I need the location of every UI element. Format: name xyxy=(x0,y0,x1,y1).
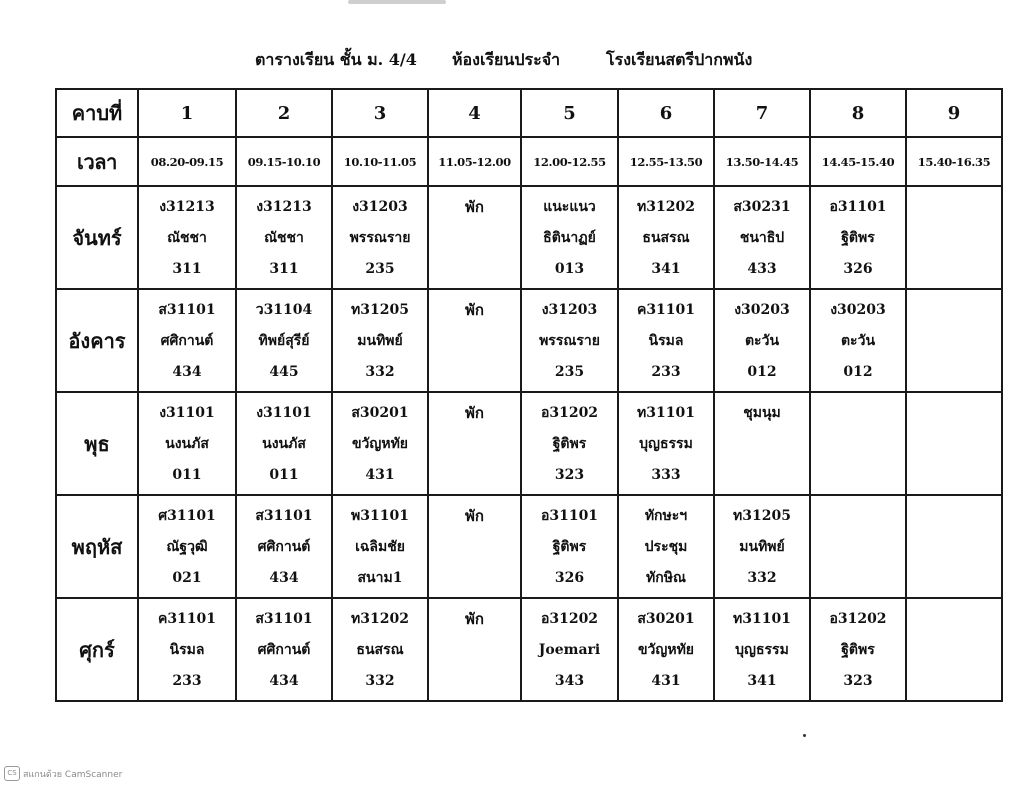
subject-code: ง31213 xyxy=(256,198,312,215)
class-cell-content xyxy=(811,299,905,383)
room-number: สนาม1 xyxy=(357,569,403,586)
room-number: 323 xyxy=(554,466,585,483)
class-cell xyxy=(521,186,618,289)
period-time: 11.05-12.00 xyxy=(428,137,521,186)
subject-code: ท31205 xyxy=(351,301,409,318)
teacher-name: Joemari xyxy=(538,641,601,658)
day-row xyxy=(56,392,1002,495)
class-cell-content xyxy=(139,196,235,280)
class-cell-content xyxy=(907,299,1001,383)
class-cell xyxy=(236,598,332,701)
subject-code: พัก xyxy=(465,609,484,628)
teacher-name xyxy=(907,330,1001,352)
top-edge-smudge xyxy=(348,0,446,4)
period-time: 12.00-12.55 xyxy=(521,137,618,186)
time-header-label: เวลา xyxy=(56,137,138,186)
period-number: 9 xyxy=(906,89,1002,137)
period-time: 15.40-16.35 xyxy=(906,137,1002,186)
class-cell xyxy=(810,495,906,598)
teacher-name: เฉลิมชัย xyxy=(355,538,405,555)
room-number xyxy=(907,567,1001,589)
class-cell-content xyxy=(429,505,520,589)
class-cell-content xyxy=(429,608,520,692)
class-cell xyxy=(332,392,428,495)
class-cell-content xyxy=(237,402,331,486)
teacher-name: ฐิติพร xyxy=(841,229,875,246)
class-cell xyxy=(714,392,810,495)
scan-speck xyxy=(803,734,806,737)
class-cell-content xyxy=(811,505,905,589)
teacher-name: ขวัญหทัย xyxy=(351,435,409,452)
subject-code: ง31101 xyxy=(256,404,312,421)
room-number: 341 xyxy=(747,672,777,689)
class-cell xyxy=(332,289,428,392)
period-row xyxy=(56,89,1002,137)
class-cell xyxy=(138,392,236,495)
room-number: 434 xyxy=(269,569,299,586)
teacher-name: บุญธรรม xyxy=(639,435,693,452)
class-cell-content xyxy=(333,608,427,692)
room-number: 012 xyxy=(747,363,777,380)
class-cell-content xyxy=(715,608,809,692)
teacher-name: ธนสรณ xyxy=(642,229,690,246)
teacher-name: ธนสรณ xyxy=(356,641,404,658)
subject-code xyxy=(907,299,1001,321)
subject-code: ท31101 xyxy=(637,404,695,421)
class-cell xyxy=(906,392,1002,495)
class-cell xyxy=(138,289,236,392)
class-cell xyxy=(428,289,521,392)
room-number xyxy=(715,464,809,486)
class-cell-content xyxy=(522,402,617,486)
class-cell-content xyxy=(811,402,905,486)
class-cell-content xyxy=(907,402,1001,486)
room-number: 326 xyxy=(843,260,873,277)
class-cell-content xyxy=(907,608,1001,692)
class-cell xyxy=(332,186,428,289)
class-cell xyxy=(138,495,236,598)
room-number: 343 xyxy=(554,672,585,689)
subject-code: อ31202 xyxy=(829,610,887,627)
subject-code: ท31202 xyxy=(351,610,409,627)
room-number xyxy=(429,464,520,486)
title-school: โรงเรียนสตรีปากพนัง xyxy=(606,50,753,69)
subject-code: พัก xyxy=(465,300,484,319)
teacher-name: ศศิกานต์ xyxy=(257,538,311,555)
day-row xyxy=(56,495,1002,598)
day-label: จันทร์ xyxy=(56,186,138,289)
class-cell-content xyxy=(522,299,617,383)
room-number: 323 xyxy=(843,672,873,689)
day-row xyxy=(56,289,1002,392)
subject-code: ง31203 xyxy=(541,301,598,318)
teacher-name: ณัฐวุฒิ xyxy=(166,538,208,555)
class-cell xyxy=(521,495,618,598)
class-cell xyxy=(906,186,1002,289)
class-cell xyxy=(332,495,428,598)
class-cell-content xyxy=(237,505,331,589)
subject-code xyxy=(907,505,1001,527)
room-number: ทักษิณ xyxy=(646,569,686,586)
class-cell xyxy=(138,598,236,701)
subject-code: ค31101 xyxy=(157,610,217,627)
class-cell-content xyxy=(715,402,809,486)
room-number: 431 xyxy=(651,672,681,689)
room-number: 333 xyxy=(651,466,681,483)
class-cell-content xyxy=(619,299,713,383)
class-cell-content xyxy=(333,402,427,486)
subject-code: พัก xyxy=(465,403,484,422)
class-cell-content xyxy=(619,196,713,280)
class-cell-content xyxy=(333,196,427,280)
class-cell xyxy=(428,495,521,598)
teacher-name: ฐิติพร xyxy=(552,538,587,555)
room-number: 326 xyxy=(554,569,585,586)
day-label: ศุกร์ xyxy=(56,598,138,701)
class-cell-content xyxy=(619,608,713,692)
subject-code xyxy=(907,402,1001,424)
class-cell xyxy=(521,598,618,701)
day-label: พฤหัส xyxy=(56,495,138,598)
subject-code: ส30201 xyxy=(351,404,409,421)
class-cell xyxy=(236,186,332,289)
room-number xyxy=(429,258,520,280)
subject-code: ง31213 xyxy=(159,198,215,215)
class-cell xyxy=(810,186,906,289)
class-cell-content xyxy=(237,196,331,280)
teacher-name: นิรมล xyxy=(169,641,205,658)
teacher-name: ชนาธิป xyxy=(739,229,785,246)
class-cell xyxy=(618,289,714,392)
subject-code: อ31202 xyxy=(540,404,599,421)
teacher-name xyxy=(429,330,520,352)
teacher-name: มนทิพย์ xyxy=(739,538,785,555)
class-cell-content xyxy=(619,402,713,486)
teacher-name xyxy=(429,227,520,249)
class-cell-content xyxy=(907,196,1001,280)
class-cell-content xyxy=(522,505,617,589)
class-cell-content xyxy=(429,299,520,383)
class-cell xyxy=(236,392,332,495)
class-cell-content xyxy=(811,608,905,692)
subject-code: พัก xyxy=(465,197,484,216)
subject-code xyxy=(811,402,905,424)
room-number xyxy=(907,670,1001,692)
period-time: 08.20-09.15 xyxy=(138,137,236,186)
period-number: 5 xyxy=(521,89,618,137)
period-number: 4 xyxy=(428,89,521,137)
room-number xyxy=(907,464,1001,486)
teacher-name: พรรณราย xyxy=(349,229,411,246)
class-cell-content xyxy=(715,196,809,280)
room-number: 332 xyxy=(747,569,777,586)
room-number: 434 xyxy=(172,363,202,380)
teacher-name xyxy=(907,433,1001,455)
subject-code xyxy=(907,608,1001,630)
subject-code: แนะแนว xyxy=(543,198,596,215)
room-number xyxy=(811,567,905,589)
teacher-name: ขวัญหทัย xyxy=(637,641,695,658)
room-number: 021 xyxy=(172,569,202,586)
class-cell xyxy=(906,289,1002,392)
class-cell-content xyxy=(237,608,331,692)
day-row xyxy=(56,598,1002,701)
teacher-name: มนทิพย์ xyxy=(357,332,403,349)
class-cell xyxy=(810,289,906,392)
class-cell xyxy=(618,392,714,495)
room-number xyxy=(907,361,1001,383)
room-number: 311 xyxy=(269,260,299,277)
subject-code: ง31203 xyxy=(352,198,408,215)
subject-code: ว31104 xyxy=(255,301,313,318)
subject-code: ทักษะฯ xyxy=(644,507,688,524)
room-number: 341 xyxy=(651,260,681,277)
title-class: ตารางเรียน ชั้น ม. 4/4 xyxy=(255,50,417,69)
room-number: 235 xyxy=(365,260,395,277)
class-cell-content xyxy=(139,608,235,692)
teacher-name: ทิพย์สุรีย์ xyxy=(258,332,310,349)
class-cell-content xyxy=(522,608,617,692)
time-row xyxy=(56,137,1002,186)
room-number: 235 xyxy=(554,363,585,380)
period-number: 8 xyxy=(810,89,906,137)
subject-code: ท31202 xyxy=(637,198,695,215)
subject-code: ส30201 xyxy=(637,610,695,627)
teacher-name: นิรมล xyxy=(648,332,684,349)
period-number: 7 xyxy=(714,89,810,137)
class-cell-content xyxy=(139,505,235,589)
teacher-name: ตะวัน xyxy=(744,332,780,349)
period-number: 3 xyxy=(332,89,428,137)
camscanner-watermark xyxy=(4,766,122,781)
class-cell xyxy=(236,495,332,598)
class-cell xyxy=(714,186,810,289)
class-cell-content xyxy=(333,505,427,589)
subject-code: อ31101 xyxy=(829,198,887,215)
class-cell xyxy=(332,598,428,701)
teacher-name: ฐิติพร xyxy=(552,435,587,452)
class-cell-content xyxy=(715,505,809,589)
room-number: 332 xyxy=(365,363,395,380)
class-cell xyxy=(714,289,810,392)
class-cell-content xyxy=(811,196,905,280)
teacher-name: ศศิกานต์ xyxy=(257,641,311,658)
room-number: 233 xyxy=(651,363,681,380)
teacher-name: พรรณราย xyxy=(539,332,600,349)
teacher-name xyxy=(429,536,520,558)
subject-code: ศ31101 xyxy=(158,507,216,524)
teacher-name xyxy=(811,536,905,558)
period-header-label: คาบที่ xyxy=(56,89,138,137)
teacher-name xyxy=(429,433,520,455)
teacher-name: ฐิติพร xyxy=(841,641,875,658)
room-number: 311 xyxy=(172,260,202,277)
class-cell-content xyxy=(907,505,1001,589)
teacher-name xyxy=(429,639,520,661)
period-number: 6 xyxy=(618,89,714,137)
day-label: พุธ xyxy=(56,392,138,495)
class-cell-content xyxy=(237,299,331,383)
period-number: 1 xyxy=(138,89,236,137)
period-time: 12.55-13.50 xyxy=(618,137,714,186)
room-number xyxy=(429,361,520,383)
room-number: 011 xyxy=(269,466,299,483)
period-number: 2 xyxy=(236,89,332,137)
camscanner-logo-icon: CS xyxy=(4,766,20,781)
class-cell xyxy=(714,495,810,598)
day-row xyxy=(56,186,1002,289)
class-cell xyxy=(810,598,906,701)
room-number: 013 xyxy=(554,260,585,277)
teacher-name: ณัชชา xyxy=(167,229,207,246)
subject-code xyxy=(907,196,1001,218)
subject-code: ส31101 xyxy=(158,301,216,318)
teacher-name: ณัชชา xyxy=(264,229,304,246)
teacher-name: นงนภัส xyxy=(165,435,209,452)
subject-code: พัก xyxy=(465,506,484,525)
room-number xyxy=(811,464,905,486)
class-cell xyxy=(521,392,618,495)
period-time: 13.50-14.45 xyxy=(714,137,810,186)
room-number: 332 xyxy=(365,672,395,689)
room-number xyxy=(907,258,1001,280)
subject-code: ท31205 xyxy=(733,507,791,524)
class-cell xyxy=(906,598,1002,701)
room-number: 433 xyxy=(747,260,777,277)
class-cell-content xyxy=(429,196,520,280)
watermark-text: สแกนด้วย CamScanner xyxy=(23,769,123,780)
subject-code: ค31101 xyxy=(636,301,696,318)
room-number xyxy=(429,670,520,692)
teacher-name xyxy=(811,433,905,455)
teacher-name: บุญธรรม xyxy=(735,641,789,658)
subject-code: ส31101 xyxy=(255,610,313,627)
subject-code: ส30231 xyxy=(733,198,791,215)
title-room: ห้องเรียนประจำ xyxy=(452,50,561,69)
teacher-name xyxy=(907,536,1001,558)
period-time: 10.10-11.05 xyxy=(332,137,428,186)
teacher-name: นงนภัส xyxy=(262,435,306,452)
subject-code: อ31202 xyxy=(540,610,599,627)
class-cell xyxy=(810,392,906,495)
day-label: อังคาร xyxy=(56,289,138,392)
subject-code xyxy=(811,505,905,527)
class-cell xyxy=(428,598,521,701)
subject-code: ง30203 xyxy=(830,301,886,318)
teacher-name xyxy=(715,433,809,455)
class-cell xyxy=(138,186,236,289)
class-cell-content xyxy=(333,299,427,383)
room-number: 011 xyxy=(172,466,202,483)
subject-code: พ31101 xyxy=(351,507,409,524)
room-number: 445 xyxy=(269,363,299,380)
room-number: 434 xyxy=(269,672,299,689)
class-cell-content xyxy=(429,402,520,486)
class-cell xyxy=(618,495,714,598)
page-title xyxy=(0,48,1024,74)
class-cell xyxy=(428,186,521,289)
teacher-name: ประชุม xyxy=(644,538,688,555)
class-cell xyxy=(236,289,332,392)
subject-code: ง31101 xyxy=(159,404,215,421)
subject-code: ส31101 xyxy=(255,507,313,524)
subject-code: ท31101 xyxy=(733,610,791,627)
class-cell xyxy=(714,598,810,701)
subject-code: ชุมนุม xyxy=(743,404,781,421)
room-number: 012 xyxy=(843,363,873,380)
timetable xyxy=(55,88,1003,702)
teacher-name: ธิตินาฏย์ xyxy=(543,229,596,246)
class-cell xyxy=(618,186,714,289)
period-time: 14.45-15.40 xyxy=(810,137,906,186)
teacher-name: ตะวัน xyxy=(840,332,876,349)
teacher-name: ศศิกานต์ xyxy=(160,332,214,349)
class-cell xyxy=(521,289,618,392)
period-time: 09.15-10.10 xyxy=(236,137,332,186)
subject-code: อ31101 xyxy=(540,507,599,524)
class-cell-content xyxy=(522,196,617,280)
room-number: 431 xyxy=(365,466,395,483)
subject-code: ง30203 xyxy=(734,301,790,318)
class-cell-content xyxy=(619,505,713,589)
teacher-name xyxy=(907,227,1001,249)
room-number: 233 xyxy=(172,672,202,689)
teacher-name xyxy=(907,639,1001,661)
class-cell xyxy=(618,598,714,701)
class-cell xyxy=(906,495,1002,598)
room-number xyxy=(429,567,520,589)
class-cell-content xyxy=(139,299,235,383)
class-cell-content xyxy=(715,299,809,383)
class-cell-content xyxy=(139,402,235,486)
class-cell xyxy=(428,392,521,495)
